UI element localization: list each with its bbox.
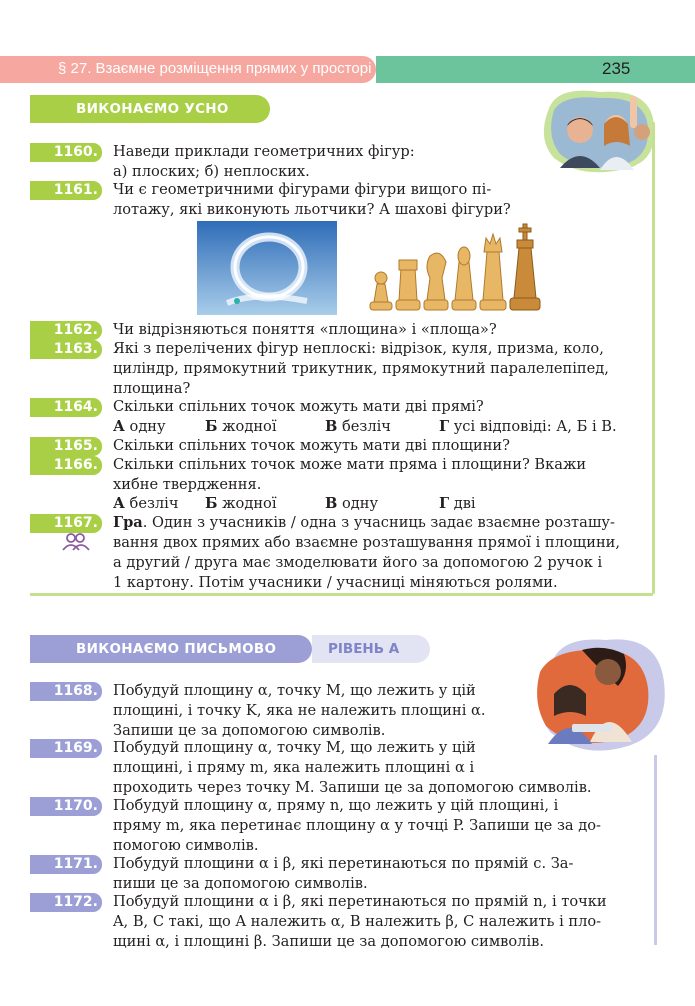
- task-number: 1168.: [30, 682, 102, 701]
- oral-banner-label: ВИКОНАЄМО УСНО: [76, 101, 229, 117]
- task-number: 1167.: [30, 514, 102, 533]
- written-banner-label: ВИКОНАЄМО ПИСЬМОВО: [76, 641, 277, 657]
- students-tablet-photo: [532, 632, 668, 754]
- task-number: 1164.: [30, 398, 102, 417]
- task-line: Запиши це за допомогою символів.: [113, 722, 386, 739]
- answer-option: В одну: [325, 495, 379, 512]
- answer-option: Б жодної: [205, 495, 277, 512]
- section-title: § 27. Взаємне розміщення прямих у просторі: [58, 60, 372, 77]
- task-number: 1171.: [30, 855, 102, 874]
- students-photo: [540, 86, 658, 176]
- task-line: Побудуй площину α, пряму n, що лежить у цій площині, і: [113, 797, 559, 814]
- task-line: Скільки спільних точок може мати пряма і площини? Вкажи: [113, 456, 587, 473]
- task-number: 1170.: [30, 797, 102, 816]
- task-line: Гра. Один з учасників / одна з учасниць задає взаємне розташу-: [113, 514, 615, 531]
- task-line: Побудуй площини α і β, які перетинаються по прямій c. За-: [113, 855, 574, 872]
- task-number: 1166.: [30, 456, 102, 475]
- task-line: Скільки спільних точок можуть мати дві площини?: [113, 437, 510, 454]
- answer-option: А безліч: [113, 495, 179, 512]
- task-line: площині, і точку K, яка не належить площині α.: [113, 702, 486, 719]
- task-line: пиши це за допомогою символів.: [113, 875, 368, 892]
- task-number: 1163.: [30, 340, 102, 359]
- task-line: 1 картону. Потім учасники / учасниці міняються ролями.: [113, 574, 558, 591]
- answer-option: Г усі відповіді: А, Б і В.: [439, 418, 617, 435]
- answer-option: Г дві: [439, 495, 476, 512]
- level-tab: [312, 635, 430, 663]
- task-line: площині, і пряму m, яка належить площині α і: [113, 759, 475, 776]
- task-line: пряму m, яка перетинає площину α у точці P. Запиши це за до-: [113, 817, 601, 834]
- task-text-1171: [113, 854, 573, 894]
- task-line: Наведи приклади геометричних фігур:: [113, 143, 415, 160]
- task-text-1170: [113, 796, 601, 856]
- page-number: 235: [602, 59, 631, 78]
- task-line: помогою символів.: [113, 837, 259, 854]
- task-line: Побудуй площину α, точку M, що лежить у цій: [113, 739, 476, 756]
- oral-banner: [30, 95, 270, 123]
- aerobatics-image: [197, 221, 337, 315]
- task-line: циліндр, прямокутний трикутник, прямокутний паралелепіпед,: [113, 360, 609, 377]
- task-line: A, B, C такі, що A належить α, B належить β, C належить і пло-: [113, 913, 602, 930]
- written-frame-right: [654, 755, 657, 945]
- task-text-1162: [113, 320, 497, 340]
- task-text-1167: [113, 513, 620, 593]
- answer-option: Б жодної: [205, 418, 277, 435]
- level-label: РІВЕНЬ А: [328, 641, 400, 657]
- task-line: Які з перелічених фігур неплоскі: відрізок, куля, призма, коло,: [113, 340, 604, 357]
- task-line: площина?: [113, 380, 191, 397]
- task-number: 1161.: [30, 181, 102, 200]
- task-text-1161: [113, 180, 511, 220]
- task-text-1164: [113, 397, 484, 417]
- pair-work-icon: [60, 532, 92, 552]
- answer-options-1166: [113, 494, 633, 514]
- task-text-1169: [113, 738, 592, 798]
- task-text-1166: [113, 455, 586, 495]
- task-number: 1165.: [30, 437, 102, 456]
- task-number: 1169.: [30, 739, 102, 758]
- task-line: проходить через точку M. Запиши це за допомогою символів.: [113, 779, 592, 796]
- task-line: Скільки спільних точок можуть мати дві прямі?: [113, 398, 484, 415]
- answer-option: В безліч: [325, 418, 391, 435]
- task-line: вання двох прямих або взаємне розташування прямої і площини,: [113, 534, 621, 551]
- task-number: 1160.: [30, 143, 102, 162]
- task-number: 1162.: [30, 321, 102, 340]
- oral-frame-bottom: [30, 593, 653, 596]
- task-line: а другий / друга має змоделювати його за допомогою 2 ручок і: [113, 554, 603, 571]
- oral-frame-right: [652, 122, 655, 594]
- task-text-1168: [113, 681, 486, 741]
- task-number: 1172.: [30, 893, 102, 912]
- task-line: хибне твердження.: [113, 476, 262, 493]
- written-banner: [30, 635, 312, 663]
- task-line: а) плоских; б) неплоских.: [113, 163, 310, 180]
- task-line: Чи є геометричними фігурами фігури вищого пі-: [113, 181, 492, 198]
- header-page-bar: [376, 56, 695, 83]
- game-label: Гра: [113, 514, 143, 531]
- answer-options-1164: [113, 417, 633, 437]
- chess-pieces-image: [368, 218, 546, 314]
- task-text-1160: [113, 142, 415, 182]
- task-line: Побудуй площини α і β, які перетинаються по прямій n, і точки: [113, 893, 607, 910]
- task-line: Чи відрізняються поняття «площина» і «площа»?: [113, 321, 497, 338]
- task-text-1172: [113, 892, 607, 952]
- task-line: щині α, і площині β. Запиши це за допомогою символів.: [113, 933, 544, 950]
- task-line: Побудуй площину α, точку M, що лежить у цій: [113, 682, 476, 699]
- task-line: лотажу, які виконують льотчики? А шахові фігури?: [113, 201, 511, 218]
- task-text-1165: [113, 436, 510, 456]
- task-text-1163: [113, 339, 609, 399]
- answer-option: А одну: [113, 418, 166, 435]
